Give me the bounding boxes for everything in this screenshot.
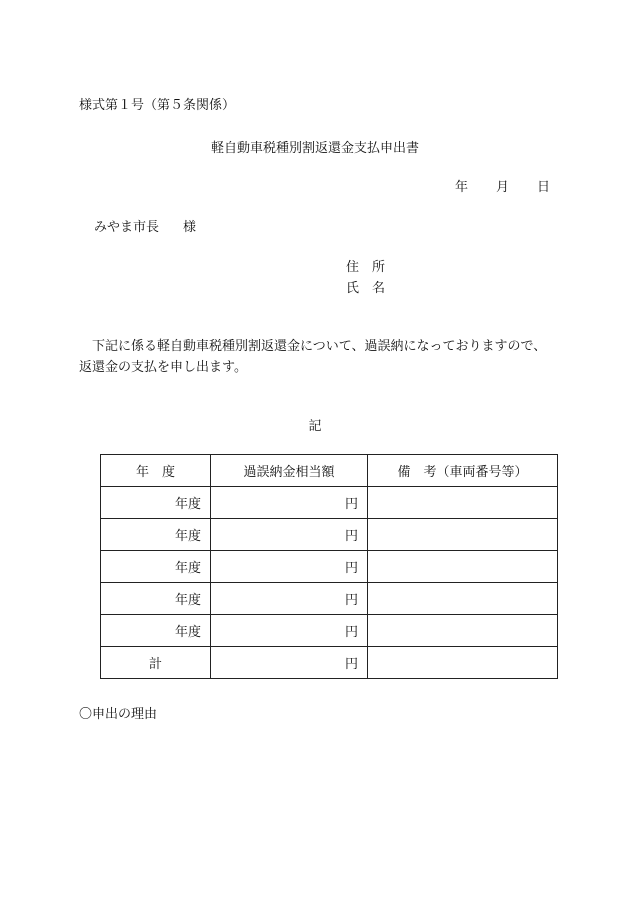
- date-month: 月: [495, 180, 509, 195]
- remarks-cell[interactable]: [368, 487, 558, 519]
- addressee-name: みやま市長: [94, 220, 160, 235]
- body-text: 下記に係る軽自動車税種別割返還金について、過誤納になっておりますので、返還金の支払を申し出ます。: [79, 339, 547, 375]
- addressee-honorific: 様: [183, 220, 197, 235]
- table-row: [101, 487, 558, 519]
- table-header-row: [101, 455, 558, 487]
- year-cell[interactable]: 年度: [101, 583, 211, 615]
- form-number: 様式第１号（第５条関係）: [79, 98, 236, 113]
- table-row: [101, 519, 558, 551]
- remarks-cell[interactable]: [368, 583, 558, 615]
- amount-cell[interactable]: 円: [211, 551, 368, 583]
- remarks-cell[interactable]: [368, 551, 558, 583]
- year-cell[interactable]: 年度: [101, 551, 211, 583]
- date-line: [455, 176, 550, 195]
- amount-cell[interactable]: 円: [211, 583, 368, 615]
- date-day: 日: [536, 180, 550, 195]
- table-total-row: [101, 647, 558, 679]
- total-remarks-cell[interactable]: [368, 647, 558, 679]
- addressee: [94, 216, 196, 235]
- total-label: 計: [101, 647, 211, 679]
- header-remarks: 備 考（車両番号等）: [368, 455, 558, 487]
- table-row: [101, 551, 558, 583]
- total-amount-cell[interactable]: 円: [211, 647, 368, 679]
- remarks-cell[interactable]: [368, 615, 558, 647]
- header-amount: 過誤納金相当額: [211, 455, 368, 487]
- year-cell[interactable]: 年度: [101, 519, 211, 551]
- note-label: 記: [308, 419, 322, 434]
- remarks-cell[interactable]: [368, 519, 558, 551]
- reason-label: 〇申出の理由: [79, 707, 158, 722]
- amount-cell[interactable]: 円: [211, 519, 368, 551]
- document-title: 軽自動車税種別割返還金支払申出書: [210, 141, 419, 156]
- year-cell[interactable]: 年度: [101, 487, 211, 519]
- refund-table: [100, 454, 558, 679]
- table-row: [101, 615, 558, 647]
- header-year: 年 度: [101, 455, 211, 487]
- year-cell[interactable]: 年度: [101, 615, 211, 647]
- applicant-name-label: 氏 名: [346, 281, 386, 296]
- amount-cell[interactable]: 円: [211, 615, 368, 647]
- date-year: 年: [454, 180, 468, 195]
- applicant-address-label: 住 所: [346, 260, 386, 275]
- amount-cell[interactable]: 円: [211, 487, 368, 519]
- table-row: [101, 583, 558, 615]
